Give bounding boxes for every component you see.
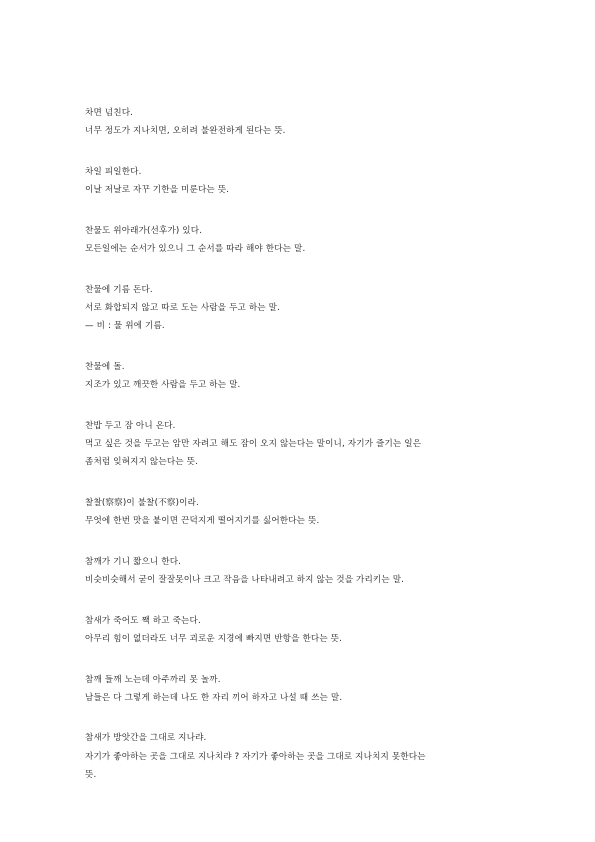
proverb-title: 찰찰(察察)이 불찰(不察)이라. xyxy=(85,497,199,508)
proverb-title: 찬물도 위아래가(선후가) 있다. xyxy=(85,225,203,236)
proverb-entry xyxy=(85,494,515,530)
proverb-title: 차면 넘친다. xyxy=(85,108,134,118)
proverb-meaning: 너무 정도가 지나치면, 오히려 불완전하게 된다는 뜻. xyxy=(85,126,286,137)
proverb-meaning: 서로 화합되지 않고 따로 도는 사람을 두고 하는 말. xyxy=(85,302,280,313)
proverb-meaning: 아무리 힘이 없더라도 너무 괴로운 지경에 빠지면 반항을 한다는 뜻. xyxy=(85,633,343,644)
proverb-meaning-continued: 뜻. xyxy=(85,769,97,780)
proverb-title: 차일 피일한다. xyxy=(85,166,142,177)
proverb-meaning: 비슷비슷해서 굳이 잘잘못이나 크고 작음을 나타내려고 하지 않는 것을 가리키는 말. xyxy=(85,574,405,585)
proverb-entry xyxy=(85,729,515,784)
proverb-meaning-continued: 좀처럼 잊혀지지 않는다는 뜻. xyxy=(85,457,198,468)
proverb-meaning: 먹고 싶은 것을 두고는 암만 자려고 해도 잠이 오지 않는다는 말이니, 자기가 즐기는 일은 xyxy=(85,438,422,449)
proverb-meaning: 모든일에는 순서가 있으니 그 순서를 따라 해야 한다는 말. xyxy=(85,244,306,255)
proverb-entry xyxy=(85,163,515,199)
proverb-entry xyxy=(85,417,515,472)
proverb-title: 참깨 들깨 노는데 아주까리 못 놀까. xyxy=(85,674,221,685)
proverb-title: 참새가 죽어도 짹 하고 죽는다. xyxy=(85,615,201,626)
proverb-meaning: 지조가 있고 깨끗한 사람을 두고 하는 말. xyxy=(85,380,241,391)
proverb-title: 찬밥 두고 잠 아니 온다. xyxy=(85,420,176,431)
proverb-entry xyxy=(85,281,515,336)
proverb-title: 찬물에 돌. xyxy=(85,361,125,372)
proverb-meaning: 자기가 좋아하는 곳을 그대로 지나치랴 ? 자기가 좋아하는 곳을 그대로 지나치지 못한다는 xyxy=(85,751,426,762)
proverb-meaning: 남들은 다 그렇게 하는데 나도 한 자리 끼어 하자고 나설 때 쓰는 말. xyxy=(85,692,343,703)
proverb-entry xyxy=(85,553,515,589)
proverb-entry xyxy=(85,222,515,258)
proverb-entry xyxy=(85,358,515,394)
proverb-meaning: 무엇에 한번 맛을 붙이면 끈덕지게 떨어지기를 싫어한다는 뜻. xyxy=(85,516,320,527)
proverb-similar: — 비 : 물 위에 기름. xyxy=(85,321,165,332)
proverb-title: 참새가 방앗간을 그대로 지나랴. xyxy=(85,733,207,744)
proverb-title: 참깨가 기니 짧으니 한다. xyxy=(85,556,182,567)
proverb-entry xyxy=(85,671,515,707)
proverb-entry xyxy=(85,612,515,648)
proverb-meaning: 이날 저날로 자꾸 기한을 미룬다는 뜻. xyxy=(85,185,230,196)
proverb-entry xyxy=(85,104,515,140)
proverb-list xyxy=(85,104,515,807)
proverb-title: 찬물에 기름 돈다. xyxy=(85,284,153,295)
